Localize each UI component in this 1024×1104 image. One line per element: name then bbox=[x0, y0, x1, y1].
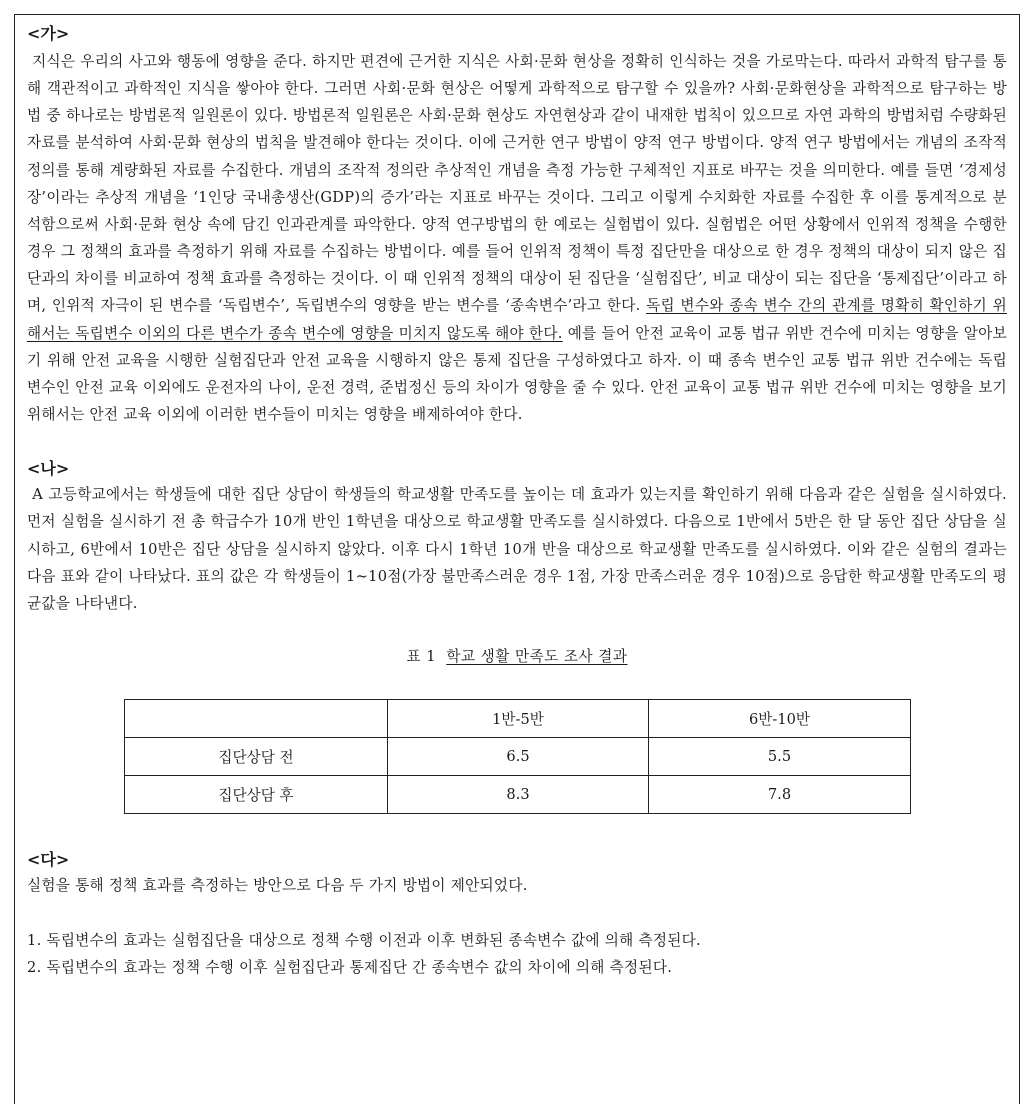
proposal-list bbox=[27, 927, 1007, 981]
list-item: 1. 독립변수의 효과는 실험집단을 대상으로 정책 수행 이전과 이후 변화된 종속변수 값에 의해 측정된다. bbox=[27, 931, 701, 949]
table-caption-prefix: 표 1 bbox=[406, 647, 437, 665]
table-caption bbox=[27, 645, 1007, 666]
table-header-cell: 6반-10반 bbox=[649, 699, 911, 737]
section-a-underlined-sentence: 독립 변수와 종속 변수 간의 관계를 명확히 확인하기 위해서는 독립변수 이외의 다른 변수가 종속 변수에 영향을 미치지 않도록 해야 한다. bbox=[27, 297, 1008, 342]
section-b-label: <나> bbox=[27, 459, 70, 479]
list-item: 2. 독립변수의 효과는 정책 수행 이후 실험집단과 통제집단 간 종속변수 값의 차이에 의해 측정된다. bbox=[27, 958, 673, 976]
section-a-text-2: 예를 들어 안전 교육이 교통 법규 위반 건수에 미치는 영향을 알아보기 위해 안전 교육을 시행한 실험집단과 안전 교육을 시행하지 않은 통제 집단을 구성하였다고 하자. 이 때 종속 변수인 교통 법규 위반 건수에는 독립 변수인 안전 교육 이외에도 운전자의 나이, 운전 경력, 준법정신 등의 차이가 영향을 줄 수 있다. 안전 교육이 교통 법규 위반 건수에 미치는 영향을 보기 위해서는 안전 교육 이외에 이러한 변수들이 미치는 영향을 배제하여야 한다. bbox=[27, 324, 1007, 424]
table-header-cell: 1반-5반 bbox=[388, 699, 649, 737]
table-cell: 7.8 bbox=[649, 775, 911, 813]
table-header-cell bbox=[125, 699, 388, 737]
table-cell: 6.5 bbox=[388, 737, 649, 775]
section-b-text: A 고등학교에서는 학생들에 대한 집단 상담이 학생들의 학교생활 만족도를 높이는 데 효과가 있는지를 확인하기 위해 다음과 같은 실험을 실시하였다. 먼저 실험을 실시하기 전 총 학급수가 10개 반인 1학년을 대상으로 학교생활 만족도를 실시하였다. 다음으로 1반에서 5반은 한 달 동안 집단 상담을 실시하고, 6반에서 10반은 집단 상담을 실시하지 않았다. 이후 다시 1학년 10개 반을 대상으로 학교생활 만족도를 실시하였다. 이와 같은 실험의 결과는 다음 표와 같이 나타났다. 표의 값은 각 학생들이 1~10점(가장 불만족스러운 경우 1점, 가장 만족스러운 경우 10점)으로 응답한 학교생활 만족도의 평균값을 나타낸다. bbox=[27, 486, 1007, 612]
table-row bbox=[125, 775, 911, 813]
table-cell: 집단상담 후 bbox=[125, 775, 388, 813]
document-body bbox=[27, 22, 1007, 981]
section-c-intro: 실험을 통해 정책 효과를 측정하는 방안으로 다음 두 가지 방법이 제안되었다. bbox=[27, 876, 528, 894]
table-row bbox=[125, 737, 911, 775]
section-c-label: <다> bbox=[27, 849, 70, 869]
table-caption-text: 학교 생활 만족도 조사 결과 bbox=[446, 647, 628, 665]
table-cell: 5.5 bbox=[649, 737, 911, 775]
table-header-row bbox=[125, 699, 911, 737]
section-a-label: <가> bbox=[27, 24, 70, 43]
section-a-text-1: 지식은 우리의 사고와 행동에 영향을 준다. 하지만 편견에 근거한 지식은 사회·문화 현상을 정확히 인식하는 것을 가로막는다. 따라서 과학적 탐구를 통해 객관적이고 과학적인 지식을 쌓아야 한다. 그러면 사회·문화 현상은 어떻게 과학적으로 탐구할 수 있을까? 사회·문화현상을 과학적으로 탐구하는 방법 중 하나로는 방법론적 일원론이 있다. 방법론적 일원론은 사회·문화 현상도 자연현상과 같이 내재한 법칙이 있으므로 자연 과학의 방법처럼 수량화된 자료를 분석하여 사회·문화 현상의 법칙을 발견해야 한다는 것이다. 이에 근거한 연구 방법이 양적 연구 방법이다. 양적 연구 방법에서는 개념의 조작적 정의를 통해 계량화된 자료를 수집한다. 개념의 조작적 정의란 추상적인 개념을 측정 가능한 구체적인 지표로 바꾸는 것을 의미한다. 예를 들면 ‘경제성장’이라는 추상적 개념을 ‘1인당 국내총생산(GDP)의 증가’라는 지표로 바꾸는 것이다. 그리고 이렇게 수치화한 자료를 수집한 후 이를 통계적으로 분석함으로써 사회·문화 현상 속에 담긴 인과관계를 파악한다. 양적 연구방법의 한 예로는 실험법이 있다. 실험법은 어떤 상황에서 인위적 정책을 수행한 경우 그 정책의 효과를 측정하기 위해 자료를 수집하는 방법이다. 예를 들어 인위적 정책이 특정 집단만을 대상으로 한 경우 정책의 대상이 되지 않은 집단과의 차이를 비교하여 정책 효과를 측정하는 것이다. 이 때 인위적 정책의 대상이 된 집단을 ‘실험집단’, 비교 대상이 되는 집단을 ‘통제집단’이라고 하며, 인위적 자극이 된 변수를 ‘독립변수’, 독립변수의 영향을 받는 변수를 ‘종속변수’라고 한다. bbox=[27, 53, 1007, 315]
results-table bbox=[124, 699, 911, 814]
section-a-paragraph bbox=[27, 48, 1007, 428]
table-cell: 집단상담 전 bbox=[125, 737, 388, 775]
table-cell: 8.3 bbox=[388, 775, 649, 813]
section-b-paragraph bbox=[27, 481, 1007, 617]
